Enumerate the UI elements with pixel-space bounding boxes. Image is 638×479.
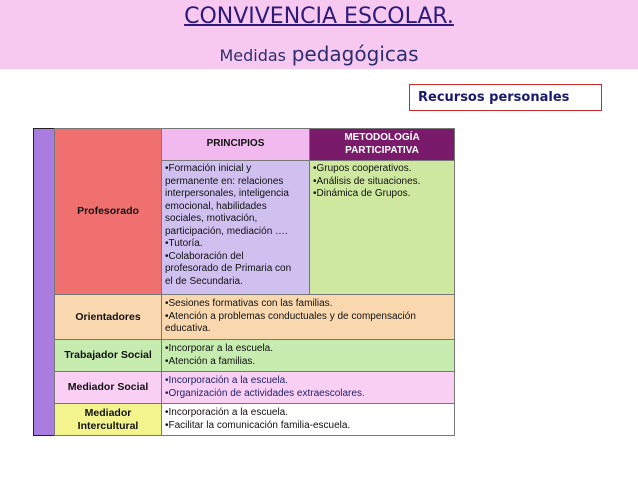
list-item: •Tutoría.	[165, 238, 203, 249]
row-label-profesorado	[54, 128, 162, 295]
principios-label: PRINCIPIOS	[206, 138, 265, 150]
list-item: •Dinámica de Grupos.	[313, 188, 411, 199]
orientadores-label: Orientadores	[75, 310, 141, 323]
list-item: participación, mediación ….	[165, 225, 288, 237]
trabajador-content	[161, 339, 455, 372]
page-subtitle	[0, 42, 638, 66]
intercultural-label-2: Intercultural	[77, 419, 139, 432]
row-label-intercultural	[54, 403, 162, 436]
list-item: permanente en: relaciones	[165, 175, 284, 187]
list-item: profesorado de Primaria con	[165, 263, 292, 274]
list-item: •Formación inicial y	[165, 163, 252, 174]
profesorado-label: Profesorado	[77, 205, 139, 218]
list-item: •Organización de actividades extraescolares.	[165, 387, 365, 399]
header-principios	[161, 128, 310, 161]
list-item: •Atención a problemas conductuales y de compensación	[165, 310, 416, 322]
list-item: •Análisis de situaciones.	[313, 175, 421, 187]
header-metodologia	[309, 128, 455, 161]
row-label-mediador	[54, 371, 162, 404]
header-banner	[0, 0, 638, 69]
mediador-label: Mediador Social	[67, 381, 149, 394]
trabajador-label: Trabajador Social	[64, 349, 152, 362]
list-item: •Grupos cooperativos.	[313, 163, 412, 174]
intercultural-content	[161, 403, 455, 436]
list-item: sociales, motivación,	[165, 213, 258, 224]
list-item: •Facilitar la comunicación familia-escuela.	[165, 419, 351, 431]
resources-badge: Recursos personales	[409, 84, 602, 111]
list-item: •Sesiones formativas con las familias.	[165, 298, 333, 309]
orientadores-content	[161, 294, 455, 340]
metodologia-label-1: METODOLOGÍA	[344, 132, 420, 143]
row-label-orientadores	[54, 294, 162, 340]
list-item: •Colaboración del	[165, 250, 244, 262]
row-label-trabajador	[54, 339, 162, 372]
metodologia-label-2: PARTICIPATIVA	[345, 144, 419, 156]
list-item: •Incorporación a la escuela.	[165, 407, 289, 418]
list-item: emocional, habilidades	[165, 200, 267, 212]
list-item: educativa.	[165, 323, 211, 334]
profesorado-metodologia	[309, 160, 455, 295]
subtitle-word-2: pedagógicas	[291, 42, 419, 66]
left-accent-strip	[34, 129, 54, 435]
profesorado-principios	[161, 160, 310, 295]
intercultural-label-1: Mediador	[84, 407, 132, 419]
list-item: •Incorporación a la escuela.	[165, 375, 289, 386]
page-title: CONVIVENCIA ESCOLAR.	[184, 4, 454, 29]
list-item: interpersonales, inteligencia	[165, 188, 289, 199]
list-item: •Incorporar a la escuela.	[165, 343, 274, 354]
list-item: •Atención a familias.	[165, 355, 256, 367]
mediador-content	[161, 371, 455, 404]
list-item: el de Secundaria.	[165, 275, 243, 287]
subtitle-word-1: Medidas	[219, 46, 286, 65]
